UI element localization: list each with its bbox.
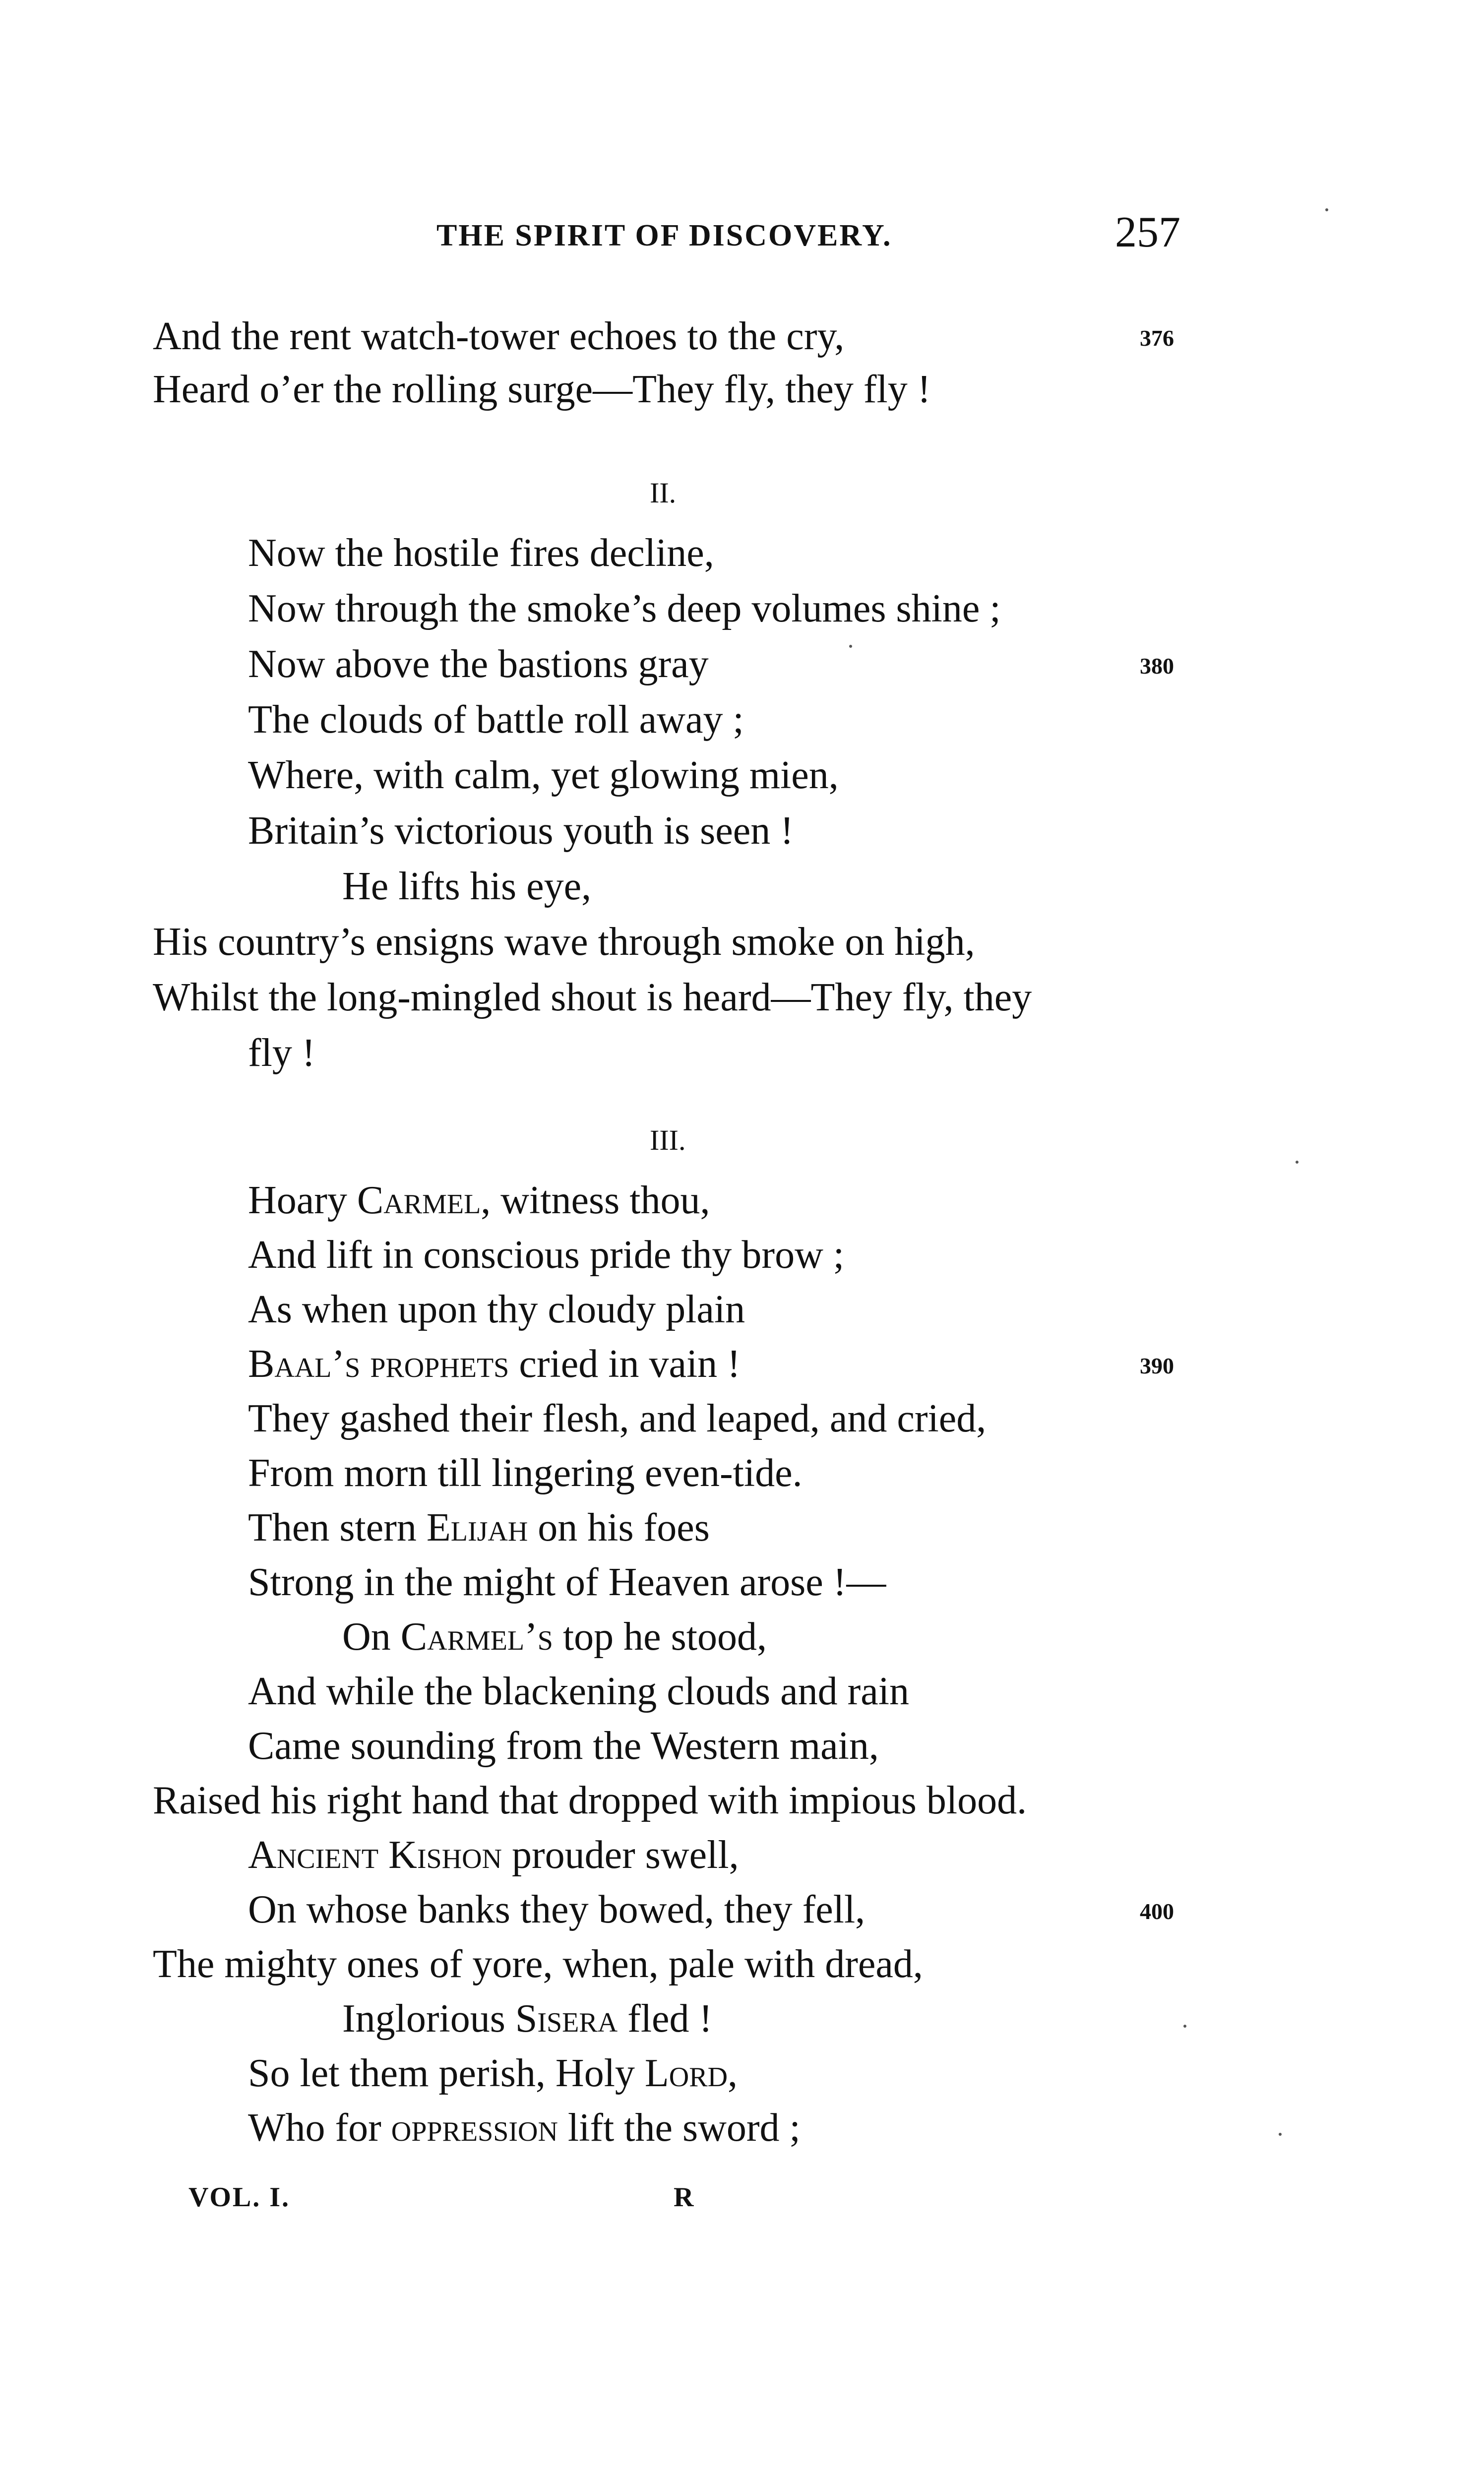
line-number: 400 <box>1140 1899 1174 1924</box>
scan-speck <box>1183 2025 1186 2028</box>
poem-line: Raised his right hand that dropped with impious blood. <box>153 1779 1027 1822</box>
line-text: fled ! <box>618 1997 713 2041</box>
poem-line: The mighty ones of yore, when, pale with dread, <box>153 1942 923 1986</box>
section-heading: II. <box>650 477 677 509</box>
small-caps-name: Ancient Kishon <box>248 1833 502 1877</box>
line-text: Then stern <box>248 1506 427 1550</box>
poem-line: And lift in conscious pride thy brow ; <box>248 1233 845 1277</box>
small-caps-name: Baal’s prophets <box>248 1342 509 1386</box>
poem-line: And the rent watch-tower echoes to the cry, <box>153 314 845 358</box>
poem-line: Britain’s victorious youth is seen ! <box>248 809 794 853</box>
poem-line <box>342 1994 712 2044</box>
signature-mark: R <box>674 2182 694 2213</box>
poem-line: As when upon thy cloudy plain <box>248 1288 745 1331</box>
line-text: , <box>728 2051 738 2095</box>
poem-line: Came sounding from the Western main, <box>248 1724 879 1768</box>
poem-line <box>248 1176 710 1225</box>
poem-line: Heard o’er the rolling surge—They fly, they fly ! <box>153 368 931 411</box>
poem-line: fly ! <box>248 1031 315 1075</box>
line-text: On <box>342 1615 401 1659</box>
section-heading: III. <box>650 1124 686 1156</box>
small-caps-name: Carmel’s <box>400 1615 553 1659</box>
poem-line: He lifts his eye, <box>342 865 592 908</box>
poem-line: And while the blackening clouds and rain <box>248 1670 909 1713</box>
poem-line: Where, with calm, yet glowing mien, <box>248 753 839 797</box>
scan-speck <box>1325 208 1328 211</box>
line-text: prouder swell, <box>501 1833 739 1877</box>
line-text: top he stood, <box>553 1615 767 1659</box>
poem-line <box>248 1503 710 1552</box>
poem-line: Strong in the might of Heaven arose !— <box>248 1560 886 1604</box>
poem-line <box>248 2048 738 2098</box>
small-caps-name: Elijah <box>426 1506 528 1550</box>
line-text: So let them perish, Holy <box>248 2051 645 2095</box>
scan-speck <box>1279 2133 1282 2136</box>
poem-line: Now the hostile fires decline, <box>248 531 714 575</box>
line-text: lift the sword ; <box>557 2106 801 2150</box>
small-caps-name: Carmel <box>357 1178 481 1222</box>
line-text: cried in vain ! <box>509 1342 741 1386</box>
poem-line: They gashed their flesh, and leaped, and cried, <box>248 1397 987 1440</box>
line-text: Inglorious <box>342 1997 515 2041</box>
line-text: Who for <box>248 2106 391 2150</box>
small-caps-name: Lord <box>644 2051 728 2095</box>
poem-line <box>248 1339 741 1389</box>
poem-line: The clouds of battle roll away ; <box>248 698 744 742</box>
line-number: 390 <box>1140 1353 1174 1378</box>
small-caps-name: Sisera <box>515 1997 618 2041</box>
poem-line: Now through the smoke’s deep volumes shine ; <box>248 587 1001 630</box>
volume-marker: VOL. I. <box>188 2182 291 2213</box>
line-number: 380 <box>1140 653 1174 679</box>
poem-line <box>248 2103 801 2153</box>
running-title: THE SPIRIT OF DISCOVERY. <box>436 219 892 252</box>
poem-line: His country’s ensigns wave through smoke on high, <box>153 920 975 964</box>
small-caps-name: oppression <box>391 2106 558 2150</box>
line-text: , witness thou, <box>481 1178 710 1222</box>
line-text: on his foes <box>528 1506 710 1550</box>
poem-line <box>248 1830 739 1880</box>
poem-line: From morn till lingering even-tide. <box>248 1451 803 1495</box>
scan-speck <box>849 645 852 648</box>
poem-line <box>342 1612 767 1662</box>
line-text: Hoary <box>248 1178 357 1222</box>
poem-line: On whose banks they bowed, they fell, <box>248 1888 866 1931</box>
poem-line: Whilst the long-mingled shout is heard—They fly, they <box>153 976 1032 1019</box>
poem-line: Now above the bastions gray <box>248 642 709 686</box>
scan-speck <box>1296 1161 1298 1164</box>
page-number: 257 <box>1115 208 1180 256</box>
line-number: 376 <box>1140 325 1174 351</box>
